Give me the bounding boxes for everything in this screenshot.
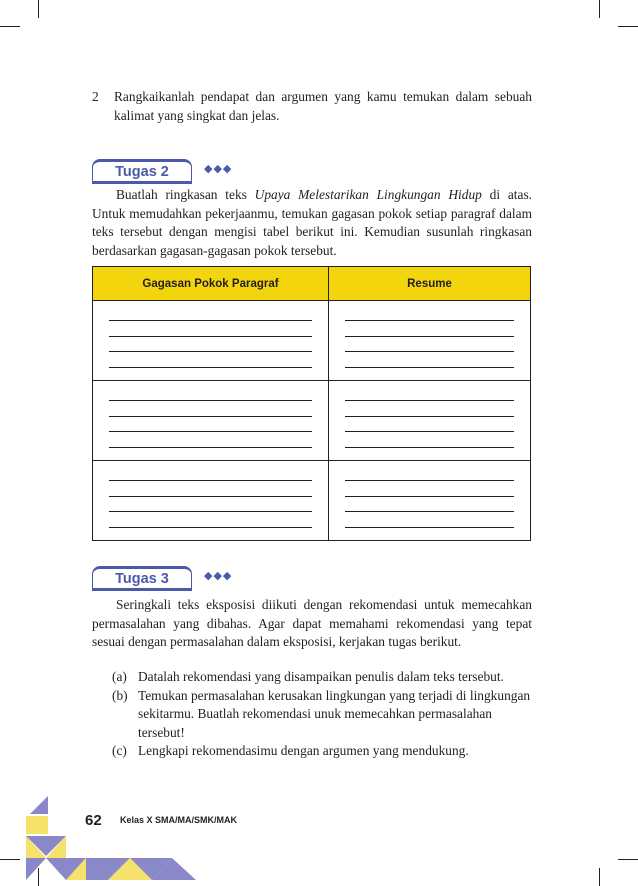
column-header-gagasan: Gagasan Pokok Paragraf [93, 267, 329, 301]
tugas-3-header [92, 566, 252, 592]
column-header-resume: Resume [329, 267, 531, 301]
answer-cell[interactable] [93, 301, 329, 381]
question-text: Rangkaikanlah pendapat dan argumen yang kamu temukan dalam sebuah kalimat yang singkat dan jelas. [114, 89, 532, 123]
answer-cell[interactable] [329, 381, 531, 461]
diamonds-icon: ◆◆◆ [204, 570, 233, 582]
answer-cell[interactable] [93, 381, 329, 461]
tugas-3-instructions: Seringkali teks eksposisi diikuti dengan rekomendasi untuk memecahkan permasalahan yang dibahas. Agar dapat memahami rekomendasi yang tepat sesuai dengan permasalahan dalam eksposisi, kerjakan tugas berikut. [92, 597, 532, 650]
diamonds-icon: ◆◆◆ [204, 163, 233, 175]
summary-table [92, 266, 531, 541]
table-row [93, 461, 531, 541]
tugas-3-label: Tugas 3 [92, 566, 192, 590]
tugas-2-header [92, 159, 252, 185]
book-title: Kelas X SMA/MA/SMK/MAK [120, 815, 238, 825]
answer-cell[interactable] [329, 301, 531, 381]
answer-cell[interactable] [93, 461, 329, 541]
text-title: Upaya Melestarikan Lingkungan Hidup [254, 187, 482, 202]
tugas-2-instructions: Buatlah ringkasan teks Upaya Melestarikan Lingkungan Hidup di atas. Untuk memudahkan pekerjaanmu, temukan gagasan pokok setiap paragraf dalam teks tersebut dengan mengisi tabel berikut ini. Kemudian susunlah ringkasan berdasarkan gagasan-gagasan pokok tersebut. [92, 187, 533, 258]
list-item: (b) Temukan permasalahan kerusakan lingkungan yang terjadi di lingkungan sekitarmu. Buatlah rekomendasi unuk memecahkan permasalahan tersebut! [112, 687, 531, 740]
tugas-2-label: Tugas 2 [92, 159, 192, 183]
table-row [93, 381, 531, 461]
answer-cell[interactable] [329, 461, 531, 541]
list-item: (c) Lengkapi rekomendasimu dengan argumen yang mendukung. [112, 743, 469, 759]
tugas-3-list [92, 668, 532, 761]
question-2 [92, 88, 532, 125]
question-number: 2 [92, 89, 99, 104]
list-item: (a) Datalah rekomendasi yang disampaikan penulis dalam teks tersebut. [112, 669, 504, 684]
corner-decoration [0, 796, 240, 886]
table-header-row [93, 267, 531, 301]
page-number: 62 [85, 812, 102, 829]
table-row [93, 301, 531, 381]
